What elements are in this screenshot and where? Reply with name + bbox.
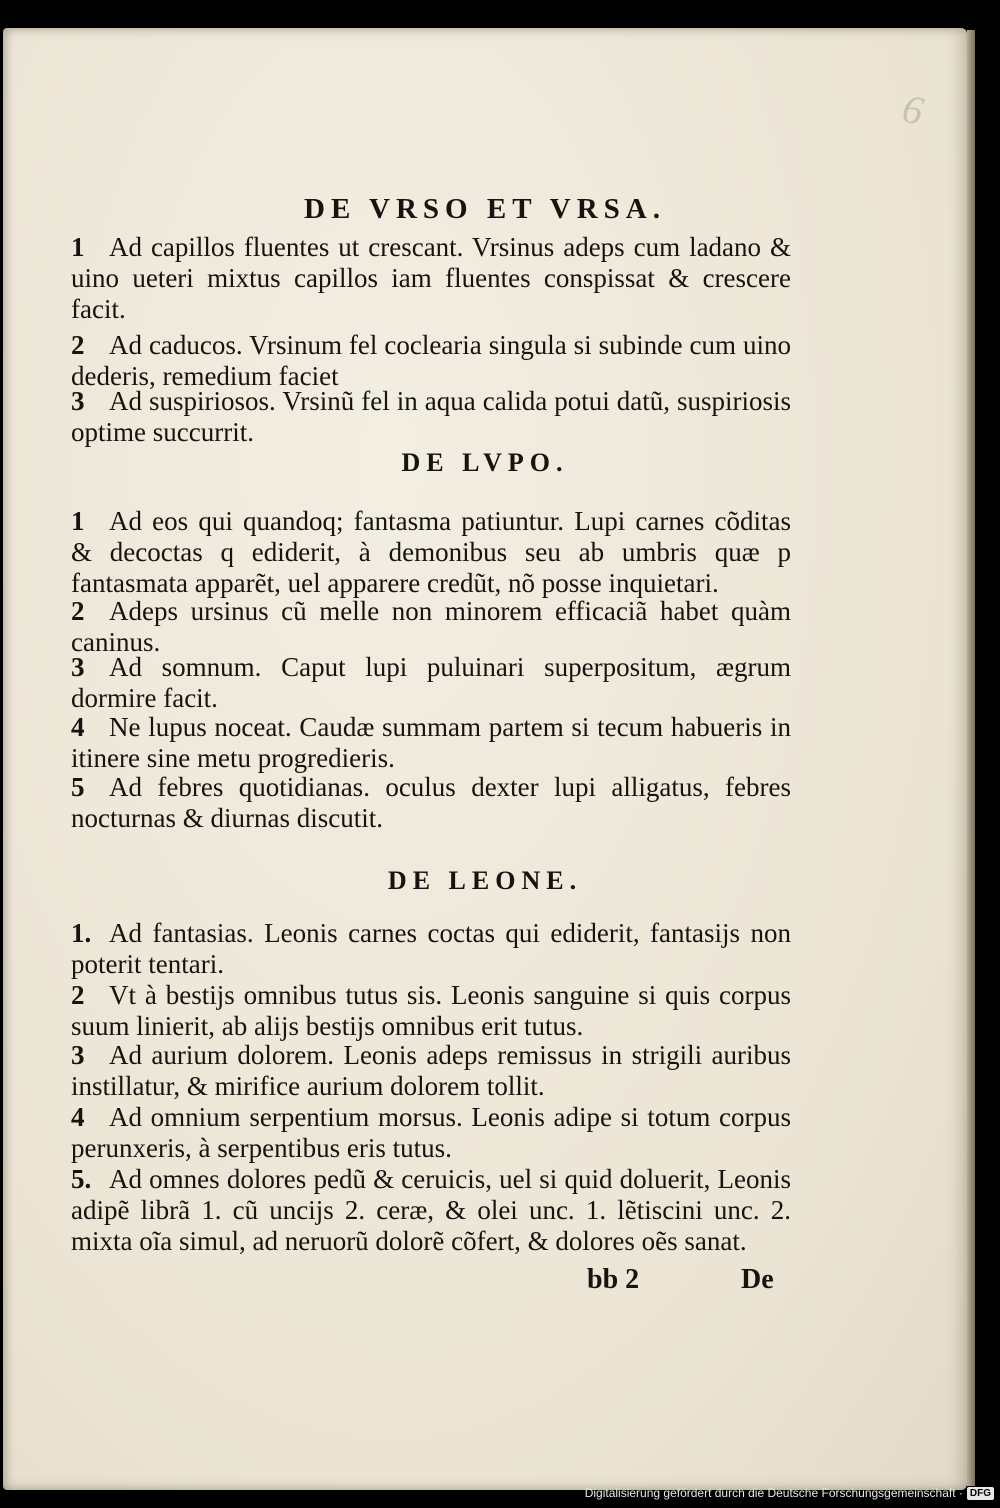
catchword: De: [741, 1264, 774, 1295]
page-edge: [967, 30, 975, 1486]
dfg-logo-icon: DFG: [967, 1487, 994, 1500]
footer-text: Digitalisierung gefördert durch die Deutsche Forschungsgemeinschaft ·: [584, 1486, 963, 1500]
entry-urso-3: 3 Ad suspiriosos. Vrsinũ fel in aqua calida potui datũ, suspiriosis optime succurrit.: [71, 386, 791, 447]
folio-number: 6: [898, 85, 928, 134]
entry-leone-1: 1. Ad fantasias. Leonis carnes coctas qui ediderit, fantasijs non poterit tentari.: [71, 918, 791, 979]
entry-leone-2: 2 Vt à bestijs omnibus tutus sis. Leonis sanguine si quis corpus suum linierit, ab alijs bestijs omnibus erit tutus.: [71, 980, 791, 1041]
section-heading-leone: DE LEONE.: [387, 866, 583, 895]
entry-lupo-5: 5 Ad febres quotidianas. oculus dexter lupi alligatus, febres nocturnas & diurnas discutit.: [71, 772, 791, 833]
entry-leone-4: 4 Ad omnium serpentium morsus. Leonis adipe si totum corpus perunxeris, à serpentibus eris tutus.: [71, 1102, 791, 1163]
entry-leone-3: 3 Ad aurium dolorem. Leonis adeps remissus in strigili auribus instillatur, & mirifice aurium dolorem tollit.: [71, 1040, 791, 1101]
entry-lupo-3: 3 Ad somnum. Caput lupi puluinari superpositum, ægrum dormire facit.: [71, 652, 791, 713]
digitization-footer: [585, 1486, 994, 1500]
signature-mark: bb 2: [587, 1264, 640, 1295]
entry-lupo-4: 4 Ne lupus noceat. Caudæ summam partem si tecum habueris in itinere sine metu progredieris.: [71, 712, 791, 773]
book-page: [3, 28, 967, 1490]
entry-lupo-2: 2 Adeps ursinus cũ melle non minorem efficaciã habet quàm caninus.: [71, 596, 791, 657]
entry-urso-2: 2 Ad caducos. Vrsinum fel coclearia singula si subinde cum uino dederis, remedium faciet: [71, 330, 791, 391]
entry-leone-5: 5. Ad omnes dolores pedũ & ceruicis, uel si quid doluerit, Leonis adipẽ librã 1. cũ uncijs 2. ceræ, & olei unc. 1. lẽtiscini unc. 2. mixta oĩa simul, ad neruorũ dolorẽ cõfert, & dolores oẽs sanat.: [71, 1164, 791, 1256]
entry-lupo-1: 1 Ad eos qui quandoq; fantasma patiuntur. Lupi carnes cõditas & decoctas q ediderit, à demonibus seu ab umbris quæ p fantasmata apparẽt, uel apparere credũt, nõ posse inquietari.: [71, 506, 791, 598]
section-heading-urso: DE VRSO ET VRSA.: [304, 193, 666, 225]
section-heading-lupo: DE LVPO.: [401, 448, 569, 477]
entry-urso-1: 1 Ad capillos fluentes ut crescant. Vrsinus adeps cum ladano & uino ueteri mixtus capillos iam fluentes conspissat & crescere facit.: [71, 232, 791, 324]
